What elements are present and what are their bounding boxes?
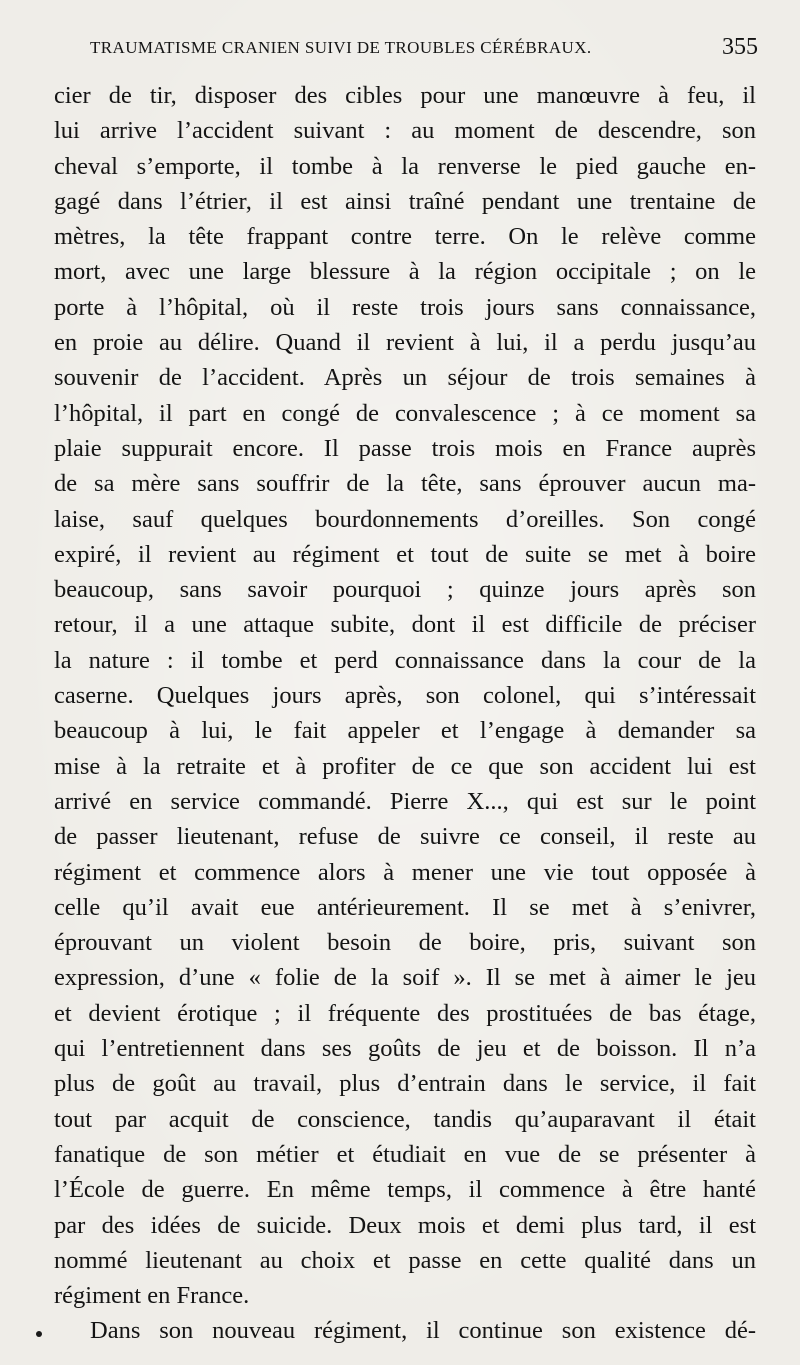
paragraph-end-line: régiment en France. <box>54 1282 250 1310</box>
text-line: cheval s’emporte, il tombe à la renverse le pied gauche en- <box>54 152 756 180</box>
text-line: par des idées de suicide. Deux mois et demi plus tard, il est <box>54 1211 756 1239</box>
text-line: l’hôpital, il part en congé de convalescence ; à ce moment sa <box>54 399 756 427</box>
text-line: arrivé en service commandé. Pierre X..., qui est sur le point <box>54 787 756 815</box>
ink-dot-mark <box>36 1331 42 1337</box>
text-line: souvenir de l’accident. Après un séjour de trois semaines à <box>54 364 756 392</box>
text-line: caserne. Quelques jours après, son colonel, qui s’intéressait <box>54 682 756 710</box>
text-line: et devient érotique ; il fréquente des prostituées de bas étage, <box>54 999 756 1027</box>
text-line: beaucoup, sans savoir pourquoi ; quinze jours après son <box>54 576 756 604</box>
text-line: tout par acquit de conscience, tandis qu’auparavant il était <box>54 1105 756 1133</box>
text-line: beaucoup à lui, le fait appeler et l’engage à demander sa <box>54 717 756 745</box>
text-line: fanatique de son métier et étudiait en vue de se présenter à <box>54 1140 756 1168</box>
paragraph-start-line: Dans son nouveau régiment, il continue son existence dé- <box>90 1317 756 1345</box>
text-line: celle qu’il avait eue antérieurement. Il se met à s’enivrer, <box>54 893 756 921</box>
text-line: de sa mère sans souffrir de la tête, sans éprouver aucun ma- <box>54 470 756 498</box>
text-line: régiment et commence alors à mener une vie tout opposée à <box>54 858 756 886</box>
text-line: expiré, il revient au régiment et tout de suite se met à boire <box>54 540 756 568</box>
text-line: expression, d’une « folie de la soif ». Il se met à aimer le jeu <box>54 964 756 992</box>
page-number: 355 <box>722 34 758 60</box>
body-text <box>54 78 756 1349</box>
text-line: mort, avec une large blessure à la région occipitale ; on le <box>54 258 756 286</box>
text-line: la nature : il tombe et perd connaissance dans la cour de la <box>54 646 756 674</box>
text-line: l’École de guerre. En même temps, il commence à être hanté <box>54 1176 756 1204</box>
text-line: lui arrive l’accident suivant : au moment de descendre, son <box>54 117 756 145</box>
text-line: éprouvant un violent besoin de boire, pris, suivant son <box>54 929 756 957</box>
text-line: gagé dans l’étrier, il est ainsi traîné pendant une trentaine de <box>54 187 756 215</box>
text-line: en proie au délire. Quand il revient à lui, il a perdu jusqu’au <box>54 329 756 357</box>
text-line: plus de goût au travail, plus d’entrain dans le service, il fait <box>54 1070 756 1098</box>
running-title: TRAUMATISME CRANIEN SUIVI DE TROUBLES CÉRÉBRAUX. <box>90 38 592 57</box>
text-line: porte à l’hôpital, où il reste trois jours sans connaissance, <box>54 293 756 321</box>
text-line: de passer lieutenant, refuse de suivre ce conseil, il reste au <box>54 823 756 851</box>
text-line: retour, il a une attaque subite, dont il est difficile de préciser <box>54 611 756 639</box>
text-line: nommé lieutenant au choix et passe en cette qualité dans un <box>54 1246 756 1274</box>
text-line: cier de tir, disposer des cibles pour une manœuvre à feu, il <box>54 82 756 109</box>
text-line: mise à la retraite et à profiter de ce que son accident lui est <box>54 752 756 780</box>
text-line: qui l’entretiennent dans ses goûts de jeu et de boisson. Il n’a <box>54 1035 756 1063</box>
text-line: plaie suppurait encore. Il passe trois mois en France auprès <box>54 434 756 462</box>
text-line: laise, sauf quelques bourdonnements d’oreilles. Son congé <box>54 505 756 533</box>
text-line: mètres, la tête frappant contre terre. On le relève comme <box>54 223 756 251</box>
running-head <box>90 34 760 64</box>
